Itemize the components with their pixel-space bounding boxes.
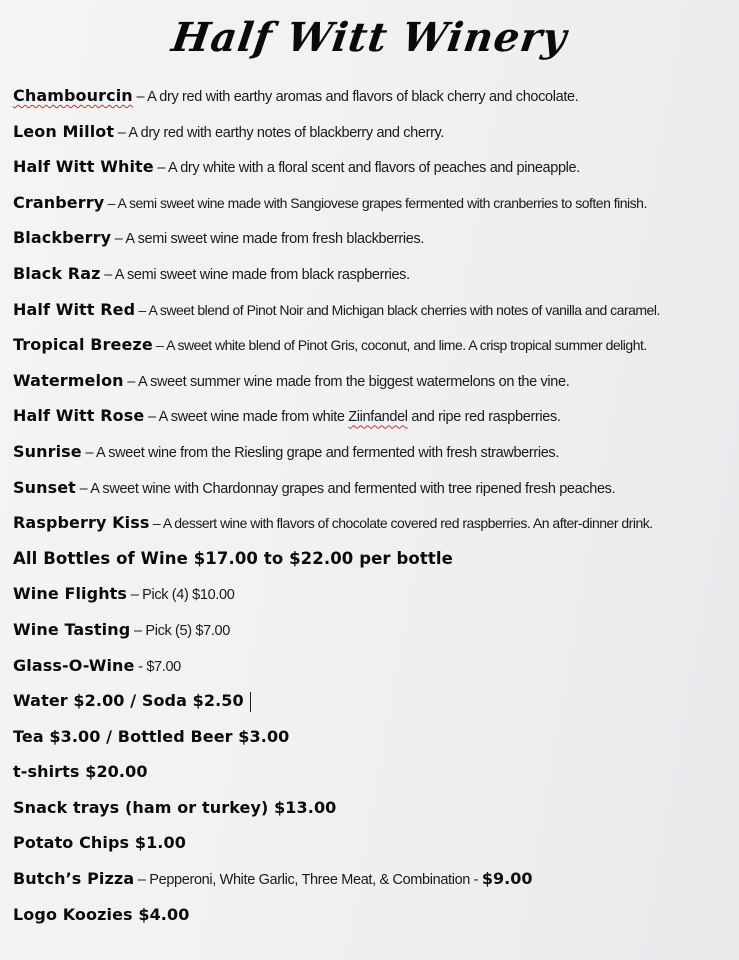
menu-list: [13, 84, 729, 938]
wine-name: Raspberry Kiss: [13, 513, 150, 533]
wine-description-start: A sweet wine made from white: [158, 409, 349, 426]
separator: -: [134, 658, 147, 675]
menu-item-leon-millot: [13, 120, 729, 156]
koozies-item: [13, 903, 729, 939]
potato-chips-text: Potato Chips $1.00: [13, 833, 186, 853]
menu-title: Half Witt Winery: [168, 14, 571, 61]
menu-item-blackberry: [13, 226, 729, 262]
water-soda-item: [13, 689, 729, 725]
glass-o-wine-name: Glass-O-Wine: [13, 655, 135, 675]
wine-description: A sweet blend of Pinot Noir and Michigan black cherries with notes of vanilla and caramel.: [148, 301, 660, 318]
wine-description-end: and ripe red raspberries.: [407, 409, 561, 426]
wine-tasting-item: [13, 618, 729, 654]
all-bottles-price: [13, 547, 729, 583]
menu-item-sunset: [13, 476, 729, 512]
wine-name: Tropical Breeze: [13, 335, 153, 355]
menu-item-black-raz: [13, 262, 729, 298]
wine-tasting-price: Pick (5) $7.00: [145, 622, 230, 639]
wine-name: Half Witt Red: [13, 299, 136, 319]
separator: –: [104, 194, 118, 211]
wine-name: Leon Millot: [13, 121, 115, 141]
wine-name: Sunrise: [13, 441, 82, 461]
separator: –: [130, 622, 146, 639]
wine-name: Cranberry: [13, 192, 105, 212]
wine-description: A semi sweet wine made from black raspberries.: [114, 266, 410, 283]
separator: –: [114, 124, 129, 141]
menu-item-half-witt-rose: [13, 404, 729, 440]
wine-description: A sweet wine with Chardonnay grapes and fermented with tree ripened fresh peaches.: [90, 480, 616, 497]
wine-description: A dry red with earthy aromas and flavors of black cherry and chocolate.: [147, 89, 579, 105]
tea-beer-text: Tea $3.00 / Bottled Beer $3.00: [13, 726, 290, 746]
menu-item-raspberry-kiss: [13, 511, 729, 547]
wine-name: Half Witt Rose: [13, 406, 145, 426]
menu-item-cranberry: [13, 191, 729, 227]
separator: –: [153, 160, 169, 177]
wine-description: A sweet wine from the Riesling grape and fermented with fresh strawberries.: [96, 444, 559, 461]
wine-name: Half Witt White: [13, 157, 154, 177]
pizza-description: Pepperoni, White Garlic, Three Meat, & Combination -: [149, 872, 482, 889]
tshirts-text: t-shirts $20.00: [13, 762, 148, 782]
water-soda-text: Water $2.00 / Soda $2.50: [13, 691, 244, 711]
wine-name: Black Raz: [13, 263, 101, 283]
menu-item-watermelon: [13, 369, 729, 405]
pizza-item: [13, 867, 729, 903]
wine-name: Sunset: [13, 477, 76, 497]
snack-trays-text: Snack trays (ham or turkey) $13.00: [13, 797, 337, 817]
separator: –: [134, 872, 150, 889]
wine-description: A semi sweet wine made with Sangiovese grapes fermented with cranberries to soften finish.: [117, 194, 647, 211]
wine-name: Blackberry: [13, 228, 112, 248]
separator: –: [149, 515, 163, 532]
separator: –: [152, 337, 167, 354]
pizza-name: Butch’s Pizza: [13, 869, 135, 889]
snack-trays-item: [13, 796, 729, 832]
separator: –: [111, 231, 126, 248]
tea-beer-item: [13, 725, 729, 761]
wine-name: Watermelon: [13, 370, 124, 390]
wine-description: A dessert wine with flavors of chocolate covered red raspberries. An after-dinner drink.: [162, 515, 653, 532]
separator: –: [81, 444, 97, 461]
menu-item-chambourcin: [13, 84, 729, 120]
wine-flights-item: [13, 582, 729, 618]
tshirts-item: [13, 760, 729, 796]
all-bottles-text: All Bottles of Wine $17.00 to $22.00 per bottle: [13, 548, 453, 568]
wine-description: A dry red with earthy notes of blackberry and cherry.: [128, 124, 445, 141]
separator: –: [135, 301, 149, 318]
koozies-text: Logo Koozies $4.00: [13, 904, 190, 924]
glass-o-wine-item: [13, 654, 729, 690]
separator: –: [75, 480, 91, 497]
wine-description-misspelled-word: Ziinfandel: [348, 409, 408, 426]
wine-description: A semi sweet wine made from fresh blackberries.: [125, 231, 425, 248]
separator: –: [127, 587, 143, 604]
menu-item-sunrise: [13, 440, 729, 476]
wine-flights-name: Wine Flights: [13, 584, 128, 604]
menu-item-half-witt-white: [13, 155, 729, 191]
menu-item-half-witt-red: [13, 298, 729, 334]
wine-description: A sweet summer wine made from the biggest watermelons on the vine.: [137, 373, 570, 390]
pizza-price: $9.00: [481, 869, 533, 889]
separator: –: [123, 373, 138, 390]
wine-description: A sweet white blend of Pinot Gris, coconut, and lime. A crisp tropical summer delight.: [166, 337, 647, 354]
wine-flights-price: Pick (4) $10.00: [142, 587, 235, 604]
text-cursor: [250, 692, 251, 712]
wine-name: Chambourcin: [13, 86, 133, 105]
wine-tasting-name: Wine Tasting: [13, 619, 131, 639]
separator: –: [100, 266, 115, 283]
glass-o-wine-price: $7.00: [146, 658, 181, 675]
menu-item-tropical-breeze: [13, 333, 729, 369]
potato-chips-item: [13, 831, 729, 867]
separator: –: [144, 409, 159, 426]
separator: –: [132, 89, 148, 105]
wine-description: A dry white with a floral scent and flavors of peaches and pineapple.: [168, 160, 580, 177]
